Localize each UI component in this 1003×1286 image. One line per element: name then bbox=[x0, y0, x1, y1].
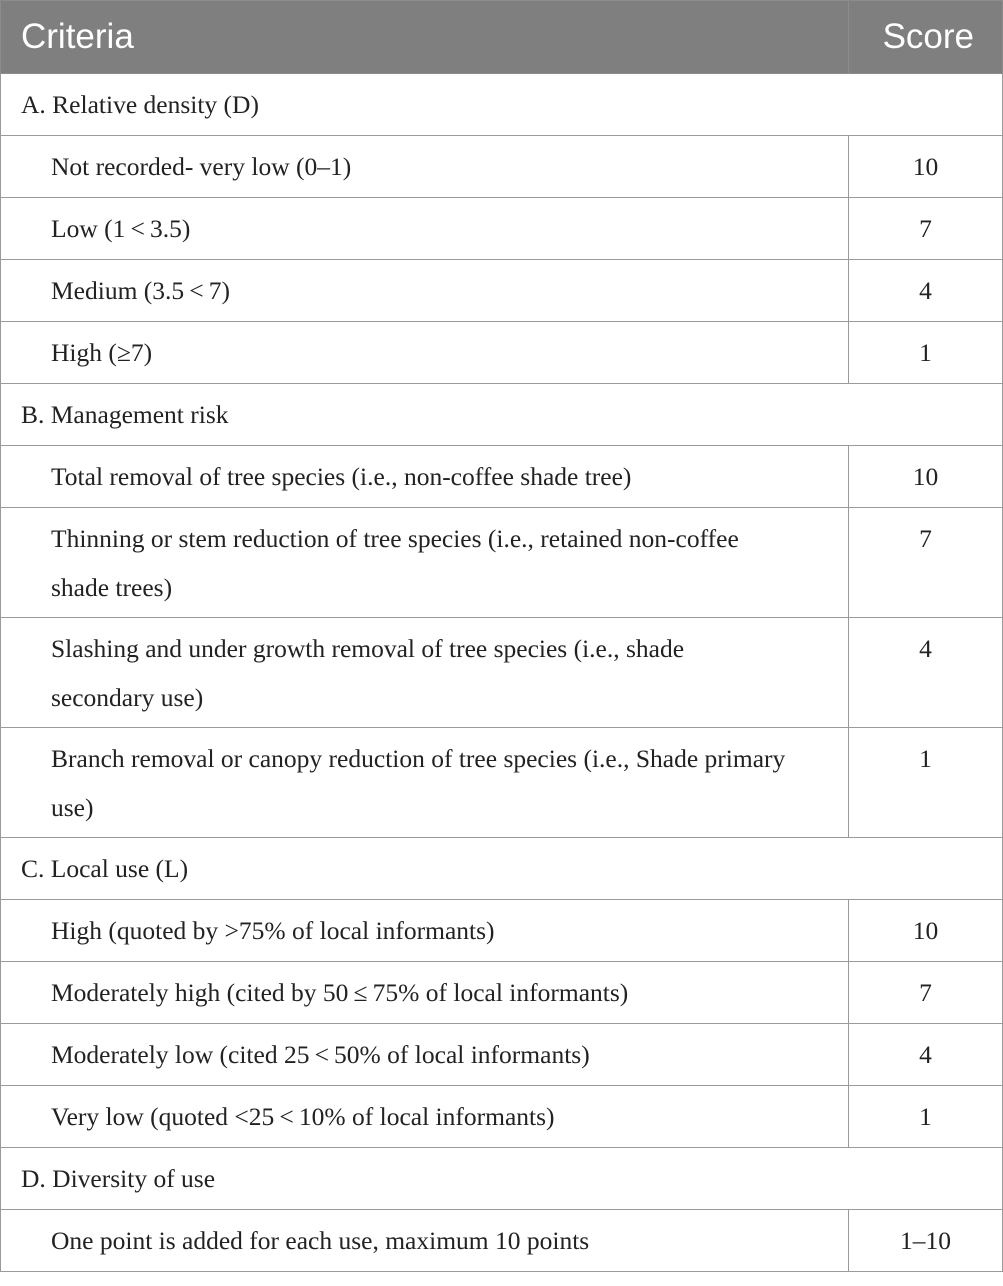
table-row bbox=[1, 900, 1003, 962]
score-cell: 10 bbox=[849, 136, 1003, 198]
section-title: B. Management risk bbox=[1, 384, 1003, 446]
section-row bbox=[1, 384, 1003, 446]
section-title: D. Diversity of use bbox=[1, 1148, 1003, 1210]
table-row bbox=[1, 618, 1003, 728]
table-row bbox=[1, 260, 1003, 322]
score-cell: 1 bbox=[849, 728, 1003, 838]
criterion-cell: Branch removal or canopy reduction of tree species (i.e., Shade primary use) bbox=[1, 728, 849, 838]
score-cell: 1 bbox=[849, 1086, 1003, 1148]
score-cell: 10 bbox=[849, 900, 1003, 962]
score-cell: 4 bbox=[849, 618, 1003, 728]
section-row bbox=[1, 1148, 1003, 1210]
criterion-cell: Thinning or stem reduction of tree species (i.e., retained non-coffee shade trees) bbox=[1, 508, 849, 618]
section-row bbox=[1, 74, 1003, 136]
header-row bbox=[1, 1, 1003, 74]
table-row bbox=[1, 728, 1003, 838]
criterion-cell: One point is added for each use, maximum 10 points bbox=[1, 1210, 849, 1272]
table-row bbox=[1, 508, 1003, 618]
section-title: C. Local use (L) bbox=[1, 838, 1003, 900]
criterion-cell: Not recorded- very low (0–1) bbox=[1, 136, 849, 198]
score-cell: 1 bbox=[849, 322, 1003, 384]
table-row bbox=[1, 446, 1003, 508]
criterion-cell: Medium (3.5 < 7) bbox=[1, 260, 849, 322]
criterion-cell: High (quoted by >75% of local informants) bbox=[1, 900, 849, 962]
score-cell: 4 bbox=[849, 260, 1003, 322]
criterion-cell: Moderately high (cited by 50 ≤ 75% of local informants) bbox=[1, 962, 849, 1024]
criterion-cell: High (≥7) bbox=[1, 322, 849, 384]
score-cell: 1–10 bbox=[849, 1210, 1003, 1272]
score-cell: 10 bbox=[849, 446, 1003, 508]
table-row bbox=[1, 1024, 1003, 1086]
table-row bbox=[1, 136, 1003, 198]
score-header: Score bbox=[849, 1, 1003, 74]
criterion-cell: Low (1 < 3.5) bbox=[1, 198, 849, 260]
score-cell: 7 bbox=[849, 198, 1003, 260]
score-cell: 7 bbox=[849, 962, 1003, 1024]
section-row bbox=[1, 838, 1003, 900]
score-cell: 7 bbox=[849, 508, 1003, 618]
score-cell: 4 bbox=[849, 1024, 1003, 1086]
criterion-cell: Very low (quoted <25 < 10% of local informants) bbox=[1, 1086, 849, 1148]
criterion-cell: Slashing and under growth removal of tree species (i.e., shade secondary use) bbox=[1, 618, 849, 728]
criterion-cell: Moderately low (cited 25 < 50% of local informants) bbox=[1, 1024, 849, 1086]
criteria-header: Criteria bbox=[1, 1, 849, 74]
criterion-cell: Total removal of tree species (i.e., non-coffee shade tree) bbox=[1, 446, 849, 508]
section-title: A. Relative density (D) bbox=[1, 74, 1003, 136]
table-row bbox=[1, 1086, 1003, 1148]
table-row bbox=[1, 962, 1003, 1024]
table-row bbox=[1, 322, 1003, 384]
table-row bbox=[1, 198, 1003, 260]
table-row bbox=[1, 1210, 1003, 1272]
